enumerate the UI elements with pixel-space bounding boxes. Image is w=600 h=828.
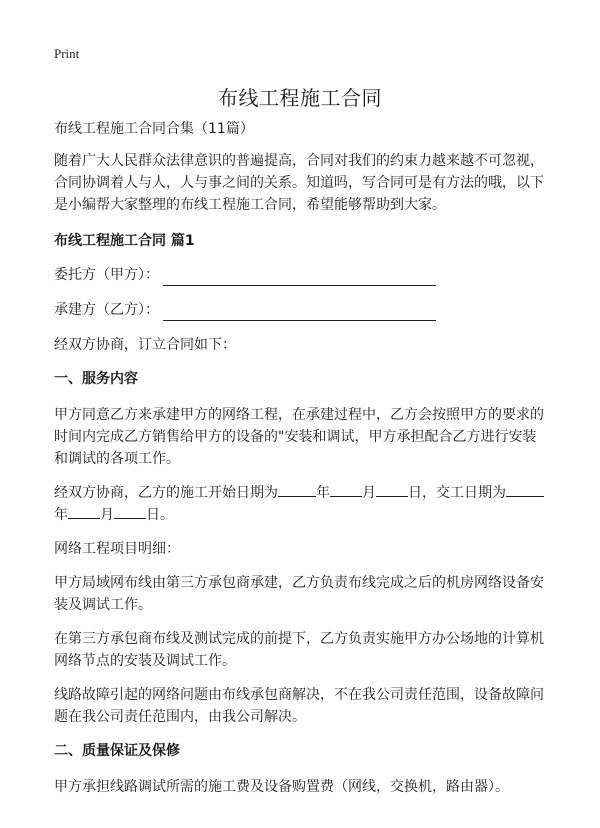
collection-line: 布线工程施工合同合集（11篇） [54,121,254,137]
start-year-label: 年 [316,485,330,501]
party-a-signature-line [163,271,436,286]
end-year-label: 年 [54,507,68,523]
start-month-label: 月 [362,485,376,501]
schedule-text-start: 经双方协商，乙方的施工开始日期为 [54,485,278,501]
party-a-label: 委托方（甲方）： [54,267,159,283]
start-day-blank [376,482,408,497]
node-install-paragraph: 在第三方承包商布线及测试完成的前提下，乙方负责实施甲方办公场地的计算机网络节点的安装及调试工作。 [54,631,544,669]
warranty-paragraph: 甲方承担线路调试所需的施工费及设备购置费（网线，交换机，路由器）。 [54,779,509,795]
end-month-blank [68,504,100,519]
section-heading-services: 一、服务内容 [54,371,138,387]
intro-paragraph: 随着广大人民群众法律意识的普遍提高，合同对我们的约束力越来越不可忽视，合同协调着人与人，人与事之间的关系。知道吗，写合同可是有方法的哦，以下是小编帮大家整理的布线工程施工合同，希望能够帮助到大家。 [54,153,544,213]
lan-cabling-paragraph: 甲方局域网布线由第三方承包商承建，乙方负责布线完成之后的机房网络设备安装及调试工作。 [54,575,544,613]
schedule-paragraph [54,482,550,526]
end-day-label: 日。 [146,507,174,523]
party-a-row [54,264,550,286]
end-month-label: 月 [100,507,114,523]
document-body [54,118,550,810]
document-title: 布线工程施工合同 [218,86,382,110]
agreement-intro: 经双方协商，订立合同如下： [54,337,236,353]
party-b-row [54,299,550,321]
end-year-blank [506,482,544,497]
start-day-label: 日，交工日期为 [408,485,506,501]
print-label[interactable]: Print [54,46,80,61]
party-b-signature-line [163,306,436,321]
section-heading-warranty: 二、质量保证及保修 [54,743,180,759]
start-year-blank [278,482,316,497]
fault-responsibility-paragraph: 线路故障引起的网络问题由布线承包商解决，不在我公司责任范围，设备故障问题在我公司责任范围内，由我公司解决。 [54,687,544,725]
end-day-blank [114,504,146,519]
article-heading: 布线工程施工合同 篇1 [54,233,195,249]
party-b-label: 承建方（乙方）： [54,302,159,318]
project-details-label: 网络工程项目明细： [54,541,180,557]
services-paragraph: 甲方同意乙方来承建甲方的网络工程，在承建过程中，乙方会按照甲方的要求的时间内完成乙方销售给甲方的设备的"安装和调试，甲方承担配合乙方进行安装和调试的各项工作。 [54,407,544,467]
start-month-blank [330,482,362,497]
